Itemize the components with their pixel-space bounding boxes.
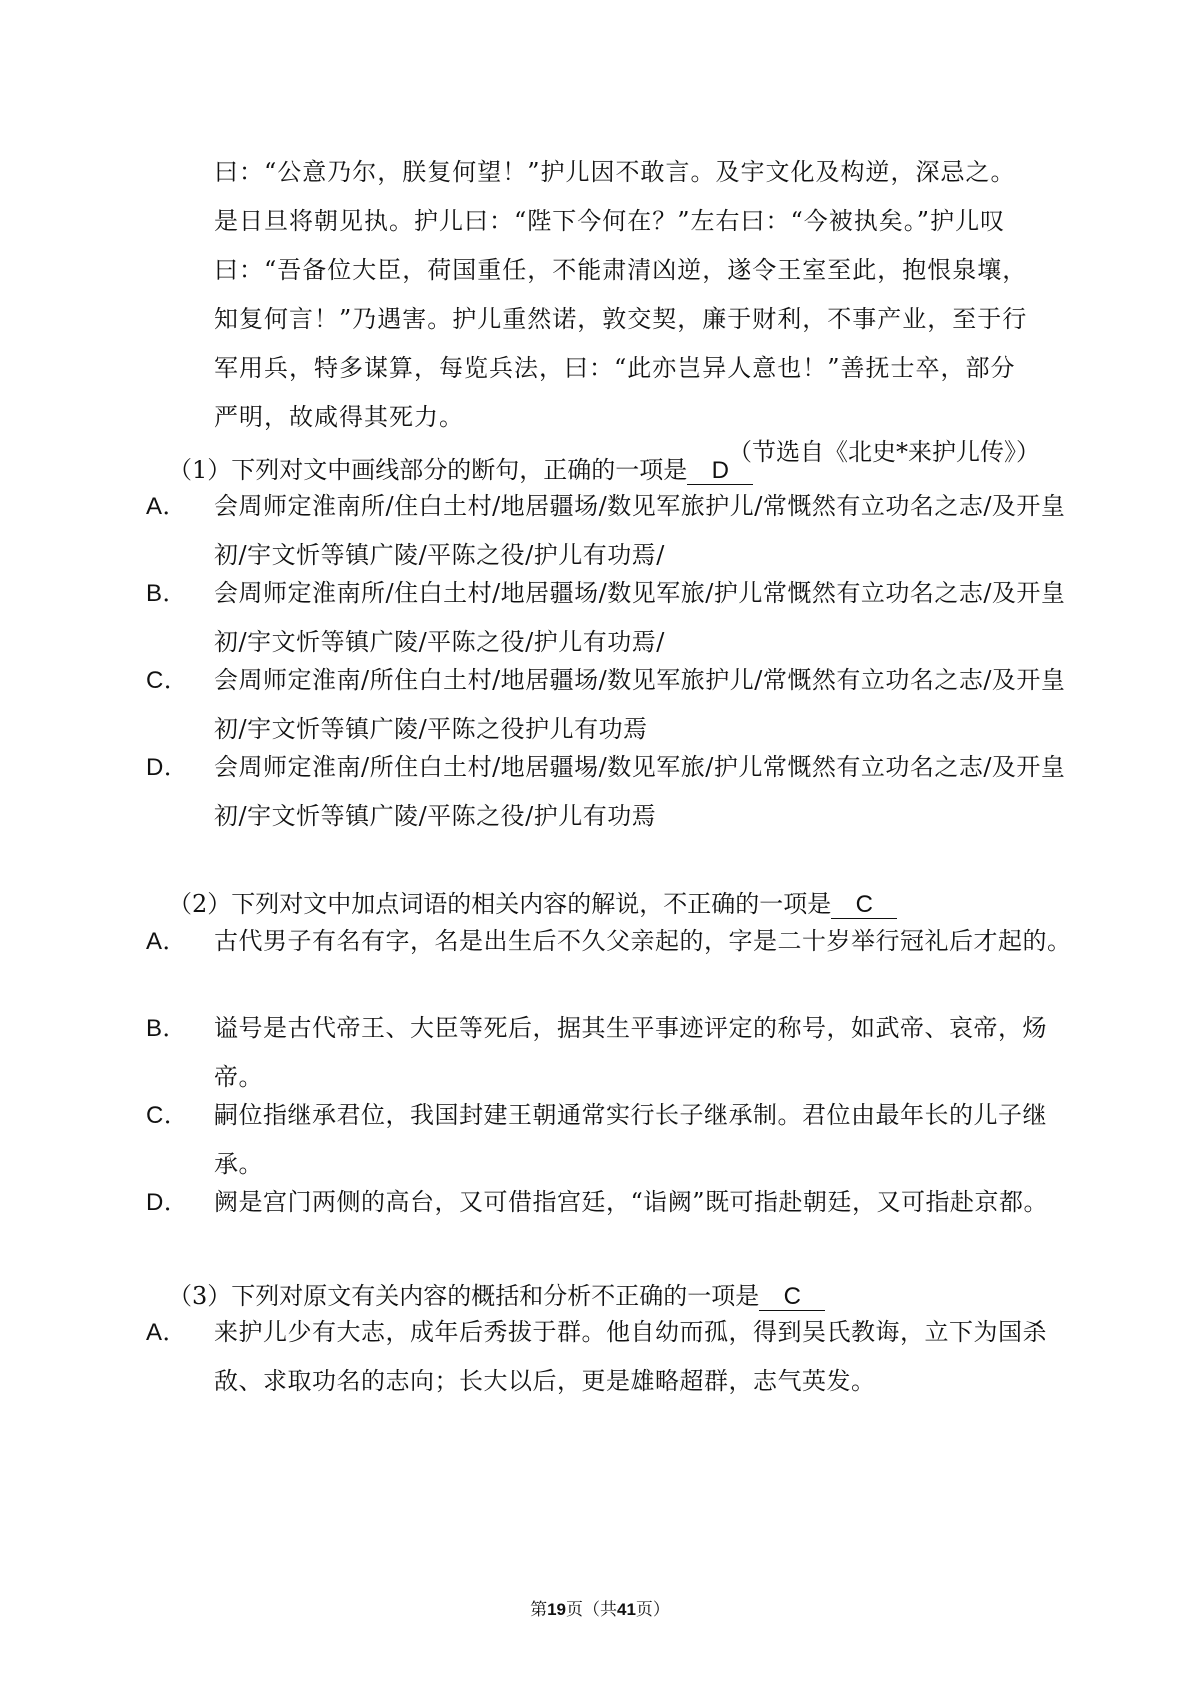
option-letter: A．: [146, 1319, 188, 1346]
question-1-answer: D: [687, 458, 753, 485]
option-letter: A．: [146, 493, 188, 520]
option-text: 谥号是古代帝王、大臣等死后，据其生平事迹评定的称号，如武帝、哀帝，炀帝。: [214, 1014, 1047, 1091]
question-2-option-d: [146, 1178, 1076, 1227]
option-text: 会周师定淮南所/住白土村/地居疆场/数见军旅护儿/常慨然有立功名之志/及开皇初/宇文忻等镇广陵/平陈之役/护儿有功焉/: [214, 492, 1066, 569]
option-letter: C．: [146, 667, 189, 694]
option-letter: D．: [146, 1189, 189, 1216]
question-2-stem: [168, 884, 897, 919]
footer-suffix: 页）: [635, 1600, 670, 1620]
passage-text: 曰：“公意乃尔，朕复何望！”护儿因不敢言。及宇文化及构逆，深忌之。是日旦将朝见执。护儿曰：“陛下今何在？”左右曰：“今被执矣。”护儿叹曰：“吾备位大臣，荷国重任，不能肃清凶逆，遂令王室至此，抱恨泉壤，知复何言！”乃遇害。护儿重然诺，敦交契，廉于财利，不事产业，至于行军用兵，特多谋算，每览兵法，曰：“此亦岂异人意也！”善抚士卒，部分严明，故咸得其死力。: [214, 158, 1028, 431]
question-1-option-d: [146, 743, 1076, 840]
option-letter: B．: [146, 580, 188, 607]
option-text: 来护儿少有大志，成年后秀拔于群。他自幼而孤，得到吴氏教诲，立下为国杀敌、求取功名的志向；长大以后，更是雄略超群，志气英发。: [214, 1318, 1047, 1395]
option-letter: D．: [146, 754, 189, 781]
question-3-stem: [168, 1276, 825, 1311]
question-3-option-a: [146, 1308, 1076, 1405]
question-1-option-b: [146, 569, 1076, 666]
option-letter: C．: [146, 1102, 189, 1129]
page-footer: [0, 1595, 1200, 1620]
option-letter: B．: [146, 1015, 188, 1042]
question-1-option-c: [146, 656, 1076, 753]
footer-prefix: 第: [530, 1600, 548, 1620]
footer-page-number: 19: [547, 1600, 566, 1619]
passage-source: （节选自《北史*来护儿传》）: [728, 438, 1040, 466]
option-text: 会周师定淮南/所住白土村/地居疆场/数见军旅护儿/常慨然有立功名之志/及开皇初/宇文忻等镇广陵/平陈之役护儿有功焉: [214, 666, 1066, 743]
question-2-option-c: [146, 1091, 1076, 1188]
option-text: 古代男子有名有字，名是出生后不久父亲起的，字是二十岁举行冠礼后才起的。: [214, 927, 1072, 955]
option-text: 嗣位指继承君位，我国封建王朝通常实行长子继承制。君位由最年长的儿子继承。: [214, 1101, 1047, 1178]
question-2-answer: C: [831, 892, 897, 919]
option-letter: A．: [146, 928, 188, 955]
question-3-answer: C: [759, 1284, 825, 1311]
question-1-stem: [168, 450, 753, 485]
footer-middle: 页（共: [566, 1600, 617, 1620]
option-text: 阙是宫门两侧的高台，又可借指宫廷，“诣阙”既可指赴朝廷，又可指赴京都。: [214, 1188, 1049, 1216]
option-text: 会周师定淮南所/住白土村/地居疆场/数见军旅/护儿常慨然有立功名之志/及开皇初/宇文忻等镇广陵/平陈之役/护儿有功焉/: [214, 579, 1066, 656]
footer-total-pages: 41: [617, 1600, 636, 1619]
question-1-option-a: [146, 482, 1076, 579]
question-2-option-b: [146, 1004, 1076, 1101]
question-1-stem-text: （1）下列对文中画线部分的断句，正确的一项是: [168, 456, 688, 484]
question-3-stem-text: （3）下列对原文有关内容的概括和分析不正确的一项是: [168, 1282, 760, 1310]
question-2-option-a: [146, 917, 1076, 966]
question-2-stem-text: （2）下列对文中加点词语的相关内容的解说，不正确的一项是: [168, 890, 832, 918]
option-text: 会周师定淮南/所住白土村/地居疆埸/数见军旅/护儿常慨然有立功名之志/及开皇初/宇文忻等镇广陵/平陈之役/护儿有功焉: [214, 753, 1066, 830]
